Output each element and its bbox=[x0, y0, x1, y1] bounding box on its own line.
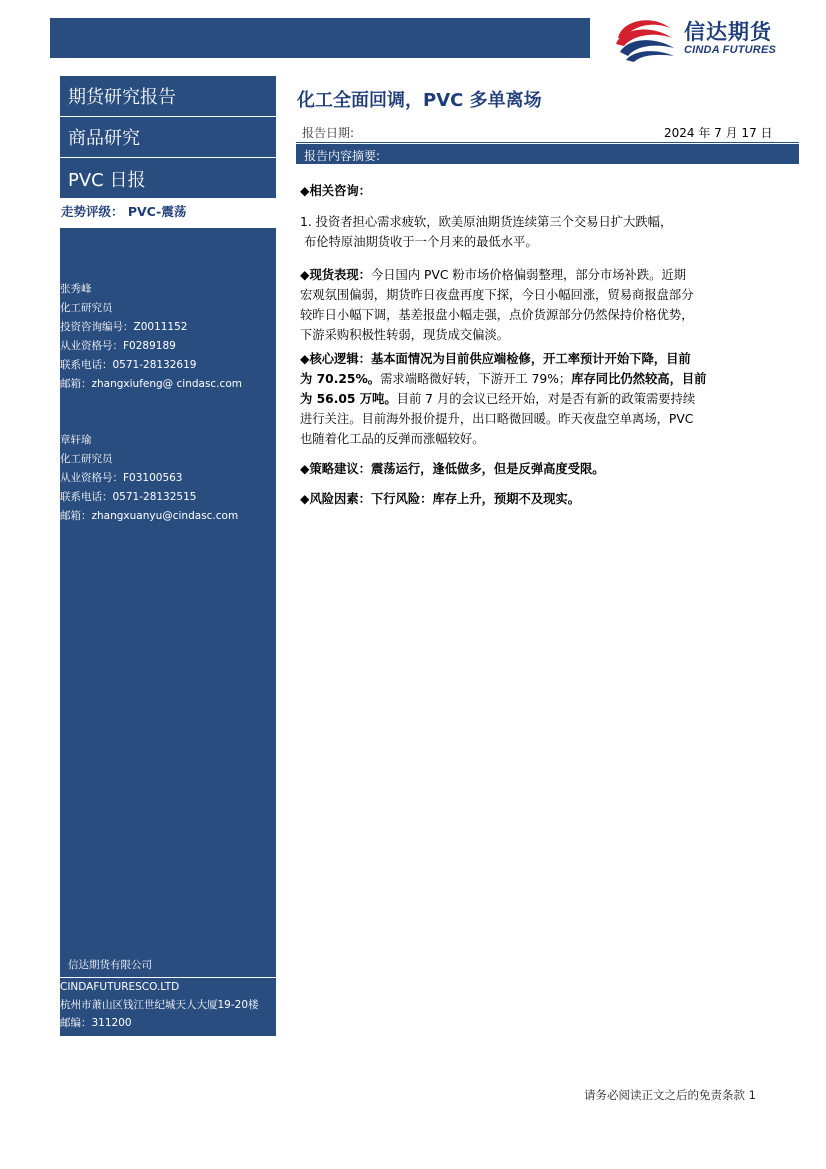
summary-label: 报告内容摘要: bbox=[304, 149, 381, 163]
strategy-text: 震荡运行，逢低做多，但是反弹高度受限。 bbox=[370, 462, 605, 476]
company-divider bbox=[60, 977, 276, 978]
logic-text: 库存同比仍然较高，目前 bbox=[571, 372, 707, 386]
spot-text: 宏观氛围偏弱，期货昨日夜盘再度下探，今日小幅回涨，贸易商报盘部分 bbox=[300, 288, 694, 302]
logo-name-en: CINDA FUTURES bbox=[684, 44, 777, 56]
company-postcode: 邮编：311200 bbox=[60, 1017, 132, 1029]
section-strategy bbox=[300, 459, 770, 479]
consult-text: 1. 投资者担心需求疲软，欧美原油期货连续第三个交易日扩大跌幅， bbox=[300, 215, 673, 229]
logic-heading: ◆核心逻辑： bbox=[300, 352, 371, 366]
section-consult bbox=[300, 181, 770, 201]
rating-box bbox=[60, 198, 276, 228]
sidebar-divider bbox=[60, 116, 276, 117]
analyst-card bbox=[60, 431, 276, 526]
company-name: 信达期货有限公司 bbox=[68, 959, 152, 971]
spot-text: 下游采购积极性转弱，现货成交偏淡。 bbox=[300, 328, 510, 342]
section-spot bbox=[300, 265, 770, 345]
consult-heading: ◆相关咨询： bbox=[300, 184, 371, 198]
report-title: 化工全面回调，PVC 多单离场 bbox=[297, 90, 542, 111]
logic-text: 目前 7 月的会议已经开始，对是否有新的政策需要持续 bbox=[396, 392, 696, 406]
analyst-role: 化工研究员 bbox=[60, 302, 113, 314]
spot-text: 今日国内 PVC 粉市场价格偏弱整理，部分市场补跌。近期 bbox=[370, 268, 687, 282]
section-logic bbox=[300, 349, 770, 449]
logic-text: 为 70.25%。 bbox=[300, 372, 381, 386]
consult-text: 布伦特原油期货收于一个月来的最低水平。 bbox=[304, 235, 538, 249]
report-date-label: 报告日期: bbox=[302, 126, 355, 140]
cinda-logo-icon bbox=[612, 14, 676, 62]
analyst-email: 邮箱：zhangxuanyu@cindasc.com bbox=[60, 510, 239, 522]
analyst-name: 张秀峰 bbox=[60, 283, 92, 295]
logic-text: 基本面情况为目前供应端检修，开工率预计开始下降，目前 bbox=[370, 352, 691, 366]
company-name-en: CINDAFUTURESCO.LTD bbox=[60, 981, 180, 993]
analyst-phone: 联系电话：0571-28132619 bbox=[60, 359, 197, 371]
summary-bar bbox=[296, 144, 799, 164]
analyst-name: 章轩瑜 bbox=[60, 434, 92, 446]
spot-heading: ◆现货表现： bbox=[300, 268, 371, 282]
header-bar bbox=[50, 18, 590, 58]
strategy-heading: ◆策略建议： bbox=[300, 462, 371, 476]
sidebar-title-report-type: 期货研究报告 bbox=[68, 87, 176, 108]
report-date: 2024 年 7 月 17 日 bbox=[664, 126, 773, 140]
analyst-cert: 投资咨询编号：Z0011152 bbox=[60, 321, 188, 333]
company-info bbox=[60, 956, 276, 1032]
logic-text: 需求端略微好转，下游开工 79%； bbox=[380, 372, 572, 386]
analyst-qualification: 从业资格号：F0289189 bbox=[60, 340, 176, 352]
sidebar bbox=[60, 76, 276, 1036]
cinda-logo bbox=[612, 14, 802, 62]
analyst-phone: 联系电话：0571-28132515 bbox=[60, 491, 197, 503]
sidebar-divider bbox=[60, 157, 276, 158]
risk-text: 下行风险：库存上升，预期不及现实。 bbox=[370, 492, 581, 506]
section-consult-body bbox=[300, 212, 770, 252]
logo-name-cn: 信达期货 bbox=[684, 20, 772, 44]
logic-text: 也随着化工品的反弹而涨幅较好。 bbox=[300, 432, 485, 446]
company-address: 杭州市萧山区钱江世纪城天人大厦19-20楼 bbox=[60, 999, 259, 1011]
divider bbox=[296, 142, 799, 143]
analyst-card bbox=[60, 280, 276, 394]
logic-text: 进行关注。目前海外报价提升，出口略微回暖。昨天夜盘空单离场，PVC bbox=[300, 412, 694, 426]
trend-rating: 走势评级： PVC-震荡 bbox=[61, 204, 187, 219]
risk-heading: ◆风险因素： bbox=[300, 492, 371, 506]
spot-text: 较昨日小幅下调，基差报盘小幅走强，点价货源部分仍然保持价格优势， bbox=[300, 308, 694, 322]
analyst-role: 化工研究员 bbox=[60, 453, 113, 465]
logic-text: 为 56.05 万吨。 bbox=[300, 392, 397, 406]
disclaimer-note: 请务必阅读正文之后的免责条款 1 bbox=[584, 1088, 756, 1102]
analyst-qualification: 从业资格号：F03100563 bbox=[60, 472, 183, 484]
sidebar-title-product: PVC 日报 bbox=[68, 170, 146, 191]
sidebar-title-category: 商品研究 bbox=[68, 128, 140, 149]
section-risk bbox=[300, 489, 770, 509]
analyst-email: 邮箱：zhangxiufeng@ cindasc.com bbox=[60, 378, 242, 390]
